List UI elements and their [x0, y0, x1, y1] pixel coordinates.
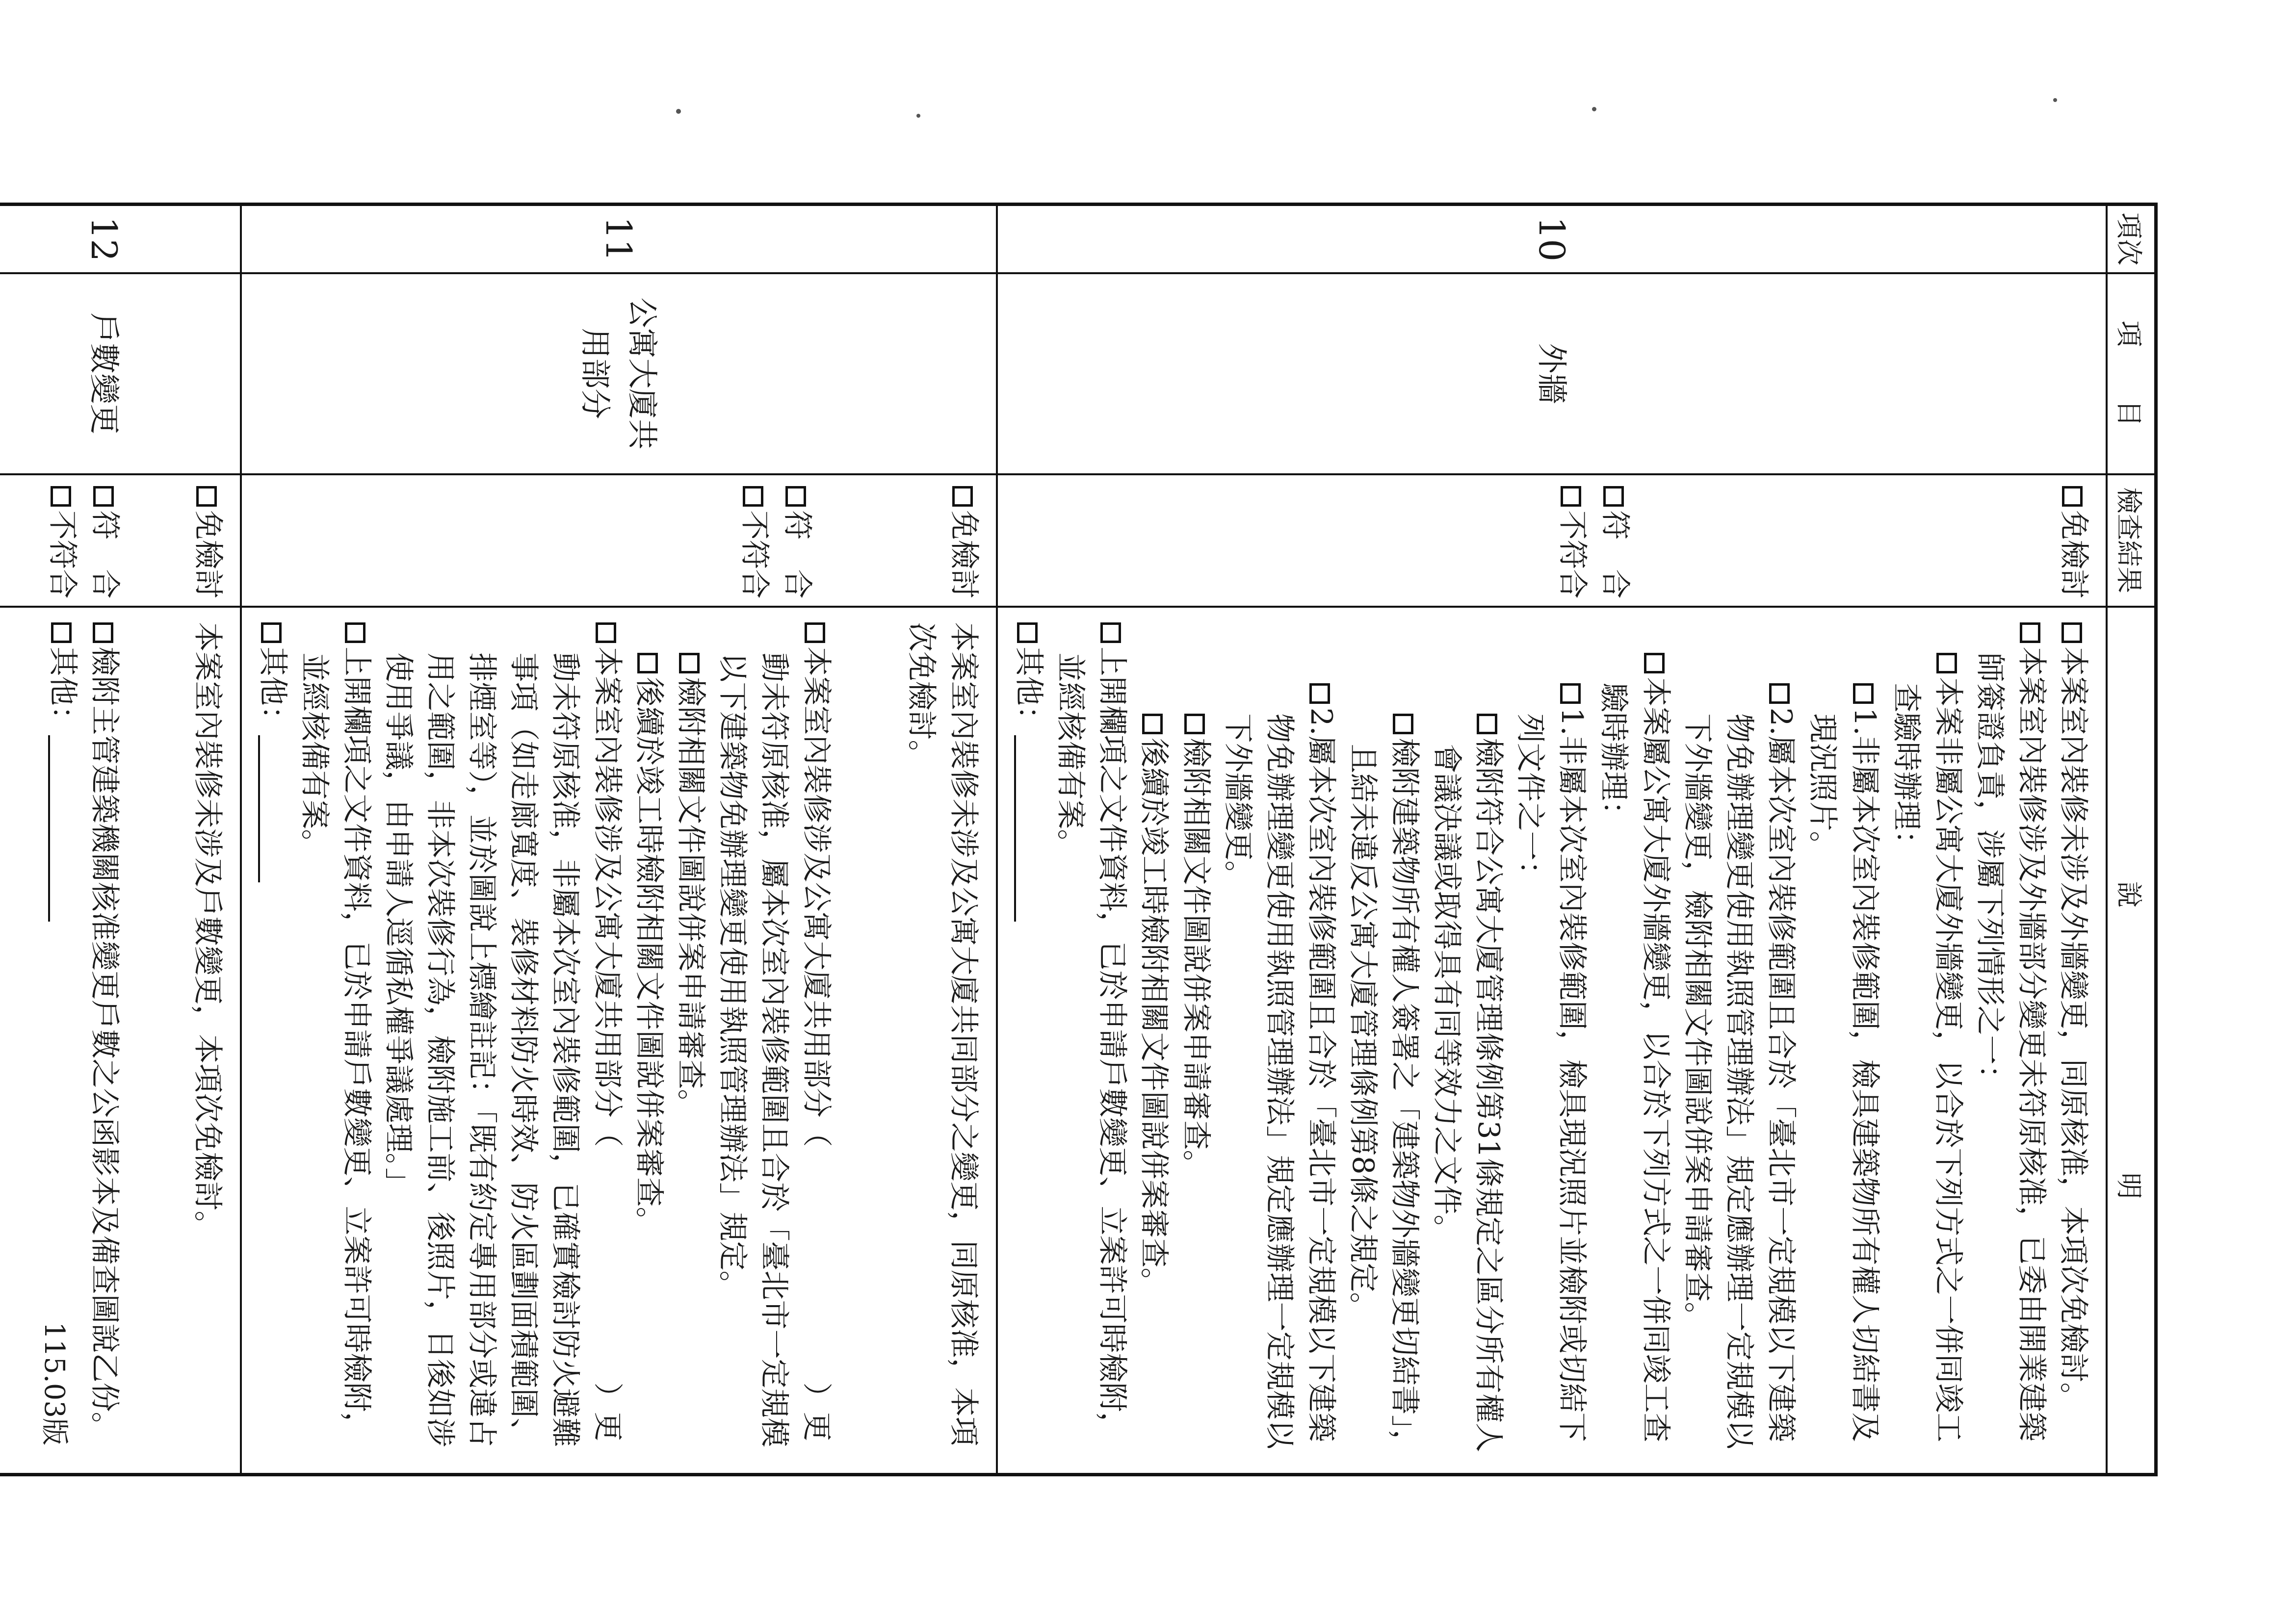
- checkbox[interactable]: [2062, 622, 2083, 643]
- list-item: 檢附符合公寓大廈管理條例第31條規定之區分所有權人會議決議或取得具有同等效力之文件。: [1426, 622, 1509, 1462]
- checkbox[interactable]: [1561, 486, 1582, 507]
- scan-speck: [2053, 98, 2057, 102]
- checkbox[interactable]: [743, 486, 763, 507]
- result-12-exempt: 免檢討: [126, 486, 229, 599]
- checkbox[interactable]: [1644, 653, 1665, 673]
- list-item: 本案屬公寓大廈外牆變更，以合於下列方式之一併同竣工查驗時辦理：: [1592, 622, 1676, 1462]
- checkbox[interactable]: [2020, 622, 2040, 643]
- table-header-row: [2107, 205, 2156, 1475]
- desc-12-exempt: 本案室內裝修未涉及戶數變更，本項次免檢討。: [190, 622, 225, 1240]
- header-item-name: 項 目: [2107, 273, 2156, 474]
- list-item: 上開欄項之文件資料，已於申請戶數變更、立案許可時檢附，並經核備有案。: [1049, 622, 1133, 1462]
- list-item: 2.屬本次室內裝修範圍且合於「臺北市一定規模以下建築物免辦理變更使用執照管理辦法」規定應辦理一定規模以下外牆變更。: [1217, 622, 1342, 1462]
- list-item: 上開欄項之文件資料，已於申請戶數變更、立案許可時檢附，並經核備有案。: [293, 622, 377, 1462]
- checkbox[interactable]: [596, 622, 616, 643]
- checkbox[interactable]: [1142, 714, 1163, 734]
- checkbox[interactable]: [1936, 653, 1957, 673]
- list-item: 2.屬本次室內裝修範圍且合於「臺北市一定規模以下建築物免辦理變更使用執照管理辦法」規定應辦理一定規模以下外牆變更，檢附相關文件圖說併案申請審查。: [1676, 622, 1802, 1462]
- scan-speck: [1592, 107, 1596, 111]
- list-item: 檢附主管建築機關核准變更戶數之公函影本及備查圖說乙份。: [83, 622, 125, 1462]
- result-cell-12: [0, 474, 241, 607]
- checkbox[interactable]: [805, 622, 825, 643]
- checkbox[interactable]: [261, 622, 282, 643]
- list-item: 其他：: [252, 622, 293, 1462]
- version-label: 115.03版: [38, 1322, 70, 1445]
- description-cell-12: [0, 607, 241, 1475]
- list-item: 1.非屬本次室內裝修範圍，檢具現況照片並檢附或切結下列文件之一：: [1509, 622, 1592, 1462]
- list-item: 本案非屬公寓大廈外牆變更，以合於下列方式之一併同竣工查驗時辦理：: [1885, 622, 1969, 1462]
- review-table: [0, 203, 2158, 1476]
- list-item: 其他：: [42, 622, 83, 1462]
- list-item: 1.非屬本次室內裝修範圍，檢具建築物所有權人切結書及現況照片。: [1801, 622, 1885, 1462]
- checkbox[interactable]: [2062, 486, 2083, 507]
- checkbox[interactable]: [679, 653, 700, 673]
- result-10-compliance: 符 合 不符合: [1551, 486, 1637, 599]
- checkbox[interactable]: [1184, 714, 1205, 734]
- checkbox[interactable]: [51, 486, 71, 507]
- checkbox[interactable]: [785, 486, 806, 507]
- header-item-no: 項次: [2107, 205, 2156, 273]
- item-name-unit-count-change: 戶數變更: [0, 273, 241, 474]
- result-cell-11: [241, 474, 997, 607]
- checkbox[interactable]: [1604, 486, 1624, 507]
- other-blank-line[interactable]: [258, 735, 286, 882]
- description-cell-10: [997, 607, 2107, 1475]
- checkbox[interactable]: [93, 486, 114, 507]
- checkbox[interactable]: [1560, 683, 1581, 704]
- checkbox[interactable]: [51, 622, 72, 643]
- list-item: 檢附建築物所有權人簽署之「建築物外牆變更切結書」，且結未違反公寓大廈管理條例第8條之規定。: [1342, 622, 1425, 1462]
- header-check-result: 檢查結果: [2107, 474, 2156, 607]
- checkbox[interactable]: [952, 486, 973, 507]
- table-row-11: [241, 205, 997, 1475]
- item-name-exterior-wall: 外牆: [997, 273, 2107, 474]
- desc-11-exempt: 本案室內裝修未涉及公寓大廈共同部分之變更，同原核准，本項次免檢討。: [904, 622, 981, 1446]
- checkbox[interactable]: [1769, 683, 1790, 704]
- scan-speck: [916, 114, 920, 118]
- checkbox[interactable]: [93, 622, 113, 643]
- checkbox[interactable]: [345, 622, 365, 643]
- item-number-11: 11: [241, 205, 997, 273]
- result-11-compliance: 符 合 不符合: [733, 486, 818, 599]
- list-item: 本案室內裝修涉及公寓大廈共用部分（ ）更動未符原核准，屬本次室內裝修範圍且合於「臺北市一定規模以下建築物免辦理變更使用執照管理辦法」規定。: [711, 622, 837, 1462]
- checkbox[interactable]: [1309, 683, 1330, 704]
- item-number-12: 12: [0, 205, 241, 273]
- other-blank-line[interactable]: [1014, 735, 1042, 922]
- checkbox[interactable]: [637, 653, 658, 673]
- table-row-10: [997, 205, 2107, 1475]
- list-item: 檢附相關文件圖說併案申請審查。: [1174, 622, 1216, 1462]
- list-item: 檢附相關文件圖說併案申請審查。: [670, 622, 711, 1462]
- result-10-exempt: 免檢討: [1637, 486, 2095, 599]
- item-number-10: 10: [997, 205, 2107, 273]
- list-item: 後續於竣工時檢附相關文件圖說併案審查。: [1133, 622, 1174, 1462]
- header-description: 說 明: [2107, 607, 2156, 1475]
- checkbox[interactable]: [1100, 622, 1121, 643]
- checkbox[interactable]: [1393, 714, 1414, 734]
- table-row-12: [0, 205, 241, 1475]
- list-item: 本案室內裝修未涉及外牆變更，同原核准，本項次免檢討。: [2052, 622, 2094, 1462]
- checkbox[interactable]: [196, 486, 217, 507]
- result-11-exempt: 免檢討: [838, 486, 985, 599]
- checkbox[interactable]: [1017, 622, 1038, 643]
- list-item: 本案室內裝修涉及外牆部分變更未符原核准，已委由開業建築師簽證負責，涉屬下列情形之一：: [1969, 622, 2052, 1462]
- checkbox[interactable]: [1477, 714, 1497, 734]
- list-item: 其他：: [1008, 622, 1049, 1462]
- item-name-common-area: 公寓大廈共用部分: [241, 273, 997, 474]
- result-cell-10: [997, 474, 2107, 607]
- result-12-compliance: 符 合 不符合: [41, 486, 126, 599]
- checkbox[interactable]: [1853, 683, 1874, 704]
- scan-speck: [676, 109, 681, 114]
- list-item: 本案室內裝修涉及公寓大廈共用部分（ ）更動未符原核准，非屬本次室內裝修範圍，已確實檢討防火避難事項（如走廊寬度、裝修材料防火時效、防火區劃面積範圍、排煙室等），並於圖說上標繪註記：「既有約定專用部分或違占用之範圍，非本次裝修行為，檢附施工前、後照片，日後如涉使用爭議，由申請人逕循私權爭議處理。」: [377, 622, 628, 1462]
- list-item: 後續於竣工時檢附相關文件圖說併案審查。: [628, 622, 670, 1462]
- other-blank-line[interactable]: [48, 735, 76, 922]
- description-cell-11: [241, 607, 997, 1475]
